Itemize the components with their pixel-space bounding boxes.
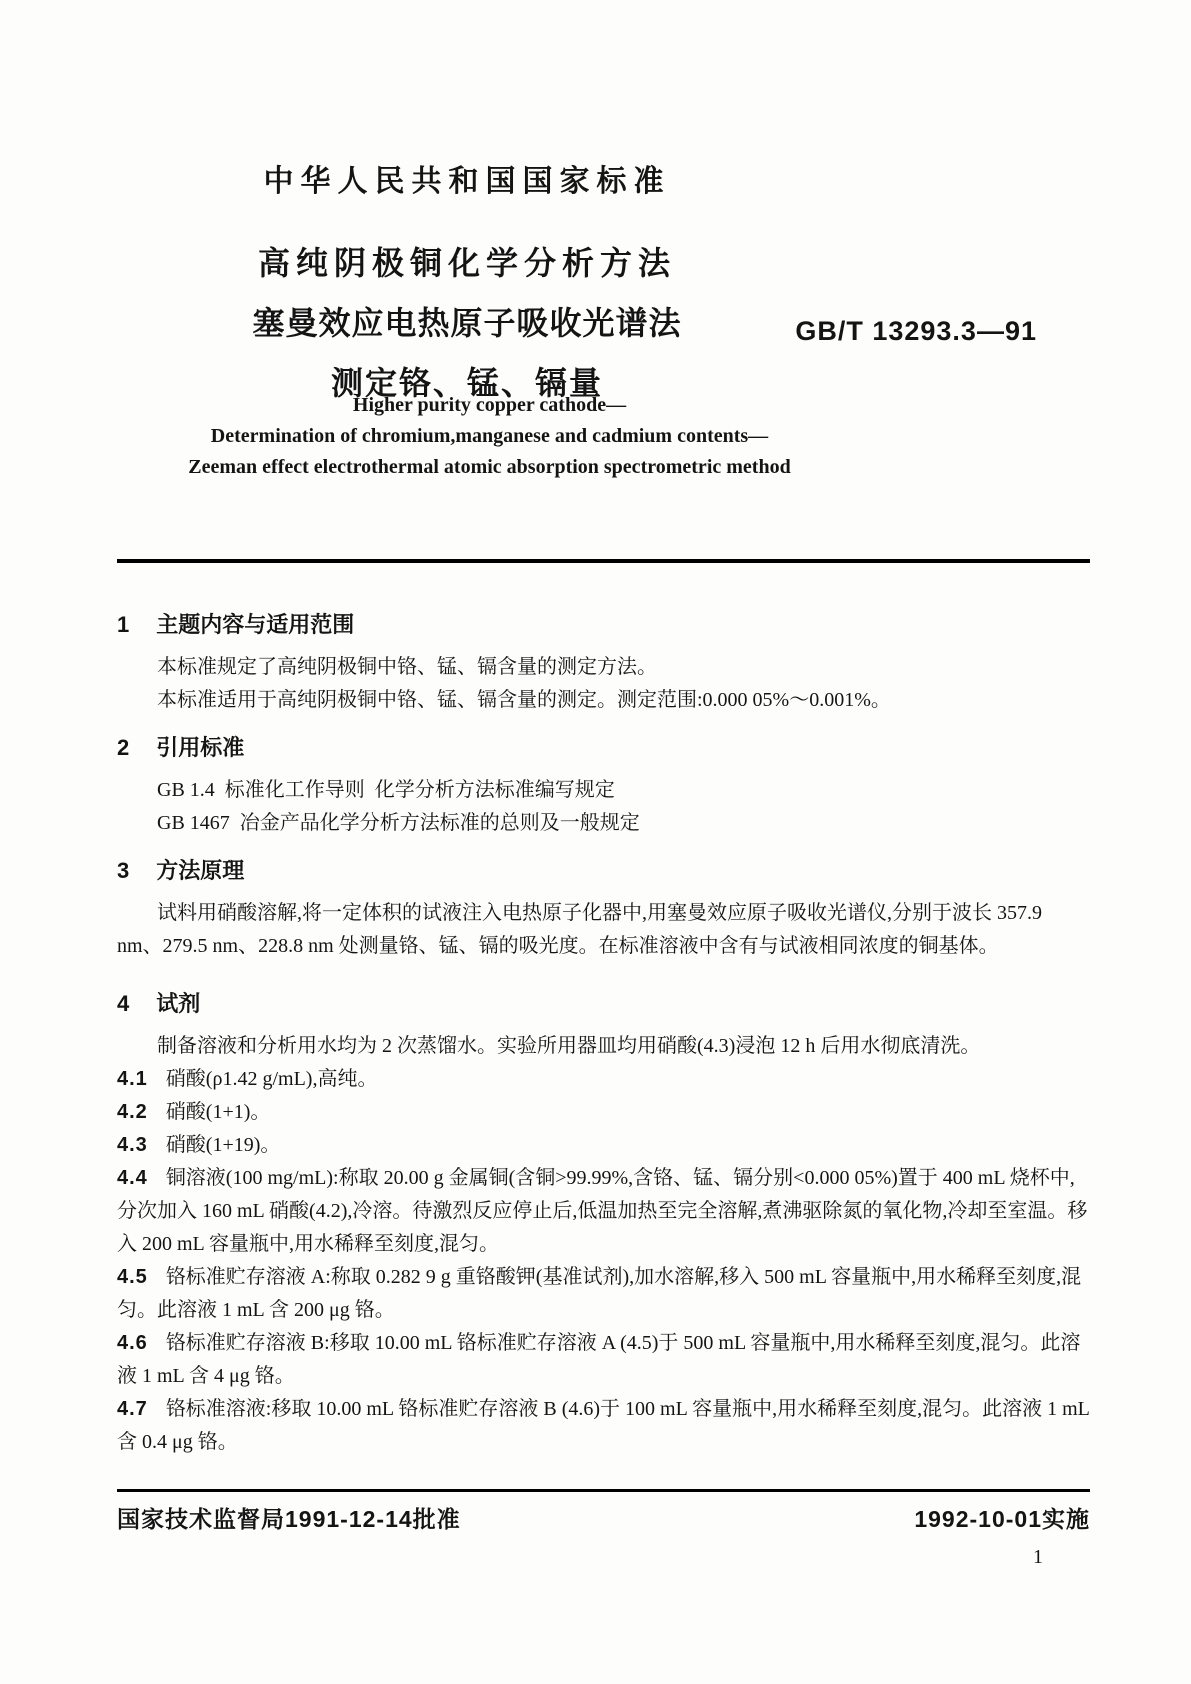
title-line-3: 测定铬、锰、镉量 [330, 365, 603, 401]
section-2-number: 2 [117, 735, 131, 760]
section-3-number: 3 [117, 858, 131, 883]
reagent-item-4-2 [117, 1096, 1090, 1129]
section-1-title: 主题内容与适用范围 [156, 612, 355, 637]
section-1-heading [117, 608, 1090, 639]
reagent-item-4-2-number: 4.2 [117, 1101, 148, 1123]
header-divider [117, 559, 1090, 563]
section-1-number: 1 [117, 612, 131, 637]
reagent-item-4-4 [117, 1162, 1090, 1261]
reagent-item-4-1-number: 4.1 [117, 1068, 148, 1090]
section-4-intro: 制备溶液和分析用水均为 2 次蒸馏水。实验所用器皿均用硝酸(4.3)浸泡 12 h 后用水彻底清洗。 [157, 1035, 981, 1057]
reagent-item-4-2-text: 硝酸(1+1)。 [165, 1101, 271, 1123]
national-standard-label: 中华人民共和国国家标准 [263, 165, 671, 198]
referenced-standard-1: GB 1.4 标准化工作导则 化学分析方法标准编写规定 [157, 779, 615, 801]
reagent-item-4-7-text: 铬标准溶液:移取 10.00 mL 铬标准贮存溶液 B (4.6)于 100 mL 容量瓶中,用水稀释至刻度,混匀。此溶液 1 mL 含 0.4 μg 铬。 [117, 1398, 1095, 1453]
standard-code: GB/T 13293.3—91 [795, 316, 1037, 346]
document-title-cn [117, 238, 817, 404]
reagent-item-4-3-text: 硝酸(1+19)。 [165, 1134, 281, 1156]
section-1-paragraph-2: 本标准适用于高纯阴极铜中铬、锰、镉含量的测定。测定范围:0.000 05%～0.001%。 [157, 689, 891, 711]
reagent-item-4-7 [117, 1393, 1095, 1459]
reagent-item-4-5 [117, 1261, 1090, 1327]
section-1-paragraph-1: 本标准规定了高纯阴极铜中铬、锰、镉含量的测定方法。 [157, 656, 657, 678]
page-number: 1 [1033, 1546, 1043, 1568]
title-line-1: 高纯阴极铜化学分析方法 [257, 245, 676, 281]
english-title-line-2: Determination of chromium,manganese and cadmium contents— [210, 425, 769, 447]
reagent-item-4-1 [117, 1063, 1090, 1096]
english-title-line-1: Higher purity copper cathode— [352, 394, 627, 416]
title-line-2: 塞曼效应电热原子吸收光谱法 [252, 305, 682, 341]
reagent-item-4-5-text: 铬标准贮存溶液 A:称取 0.282 9 g 重铬酸钾(基准试剂),加水溶解,移入 500 mL 容量瓶中,用水稀释至刻度,混匀。此溶液 1 mL 含 200 μg 铬。 [117, 1266, 1082, 1321]
reagent-item-4-6 [117, 1327, 1090, 1393]
english-title-line-3: Zeeman effect electrothermal atomic absorption spectrometric method [188, 456, 791, 478]
section-2-heading [117, 731, 1090, 762]
section-3-paragraph-1: 试料用硝酸溶解,将一定体积的试液注入电热原子化器中,用塞曼效应原子吸收光谱仪,分别于波长 357.9 nm、279.5 nm、228.8 nm 处测量铬、锰、镉的吸光度。在标准溶液中含有与试液相同浓度的铜基体。 [117, 902, 1047, 957]
section-4-title: 试剂 [156, 991, 201, 1016]
section-4-heading [117, 987, 1090, 1018]
section-3-heading [117, 854, 1090, 885]
section-3-title: 方法原理 [156, 858, 245, 883]
approval-note: 国家技术监督局1991-12-14批准 [117, 1506, 461, 1532]
reagent-item-4-5-number: 4.5 [117, 1266, 148, 1288]
referenced-standard-2: GB 1467 冶金产品化学分析方法标准的总则及一般规定 [157, 812, 640, 834]
reagent-item-4-4-number: 4.4 [117, 1167, 148, 1189]
reagent-item-4-6-text: 铬标准贮存溶液 B:移取 10.00 mL 铬标准贮存溶液 A (4.5)于 500 mL 容量瓶中,用水稀释至刻度,混匀。此溶液 1 mL 含 4 μg 铬。 [117, 1332, 1081, 1387]
reagent-item-4-3-number: 4.3 [117, 1134, 148, 1156]
section-2-title: 引用标准 [156, 735, 245, 760]
document-title-en [117, 390, 862, 483]
reagent-item-4-1-text: 硝酸(ρ1.42 g/mL),高纯。 [165, 1068, 378, 1090]
footer [117, 1501, 1090, 1534]
reagent-item-4-6-number: 4.6 [117, 1332, 148, 1354]
document-body [117, 594, 1095, 1459]
section-4-number: 4 [117, 991, 131, 1016]
footer-divider [117, 1489, 1090, 1492]
reagent-item-4-7-number: 4.7 [117, 1398, 148, 1420]
reagent-item-4-4-text: 铜溶液(100 mg/mL):称取 20.00 g 金属铜(含铜>99.99%,含铬、锰、镉分别<0.000 05%)置于 400 mL 烧杯中,分次加入 160 mL 硝酸(4.2),冷溶。待激烈反应停止后,低温加热至完全溶解,煮沸驱除氮的氧化物,冷却至室温。移入 200 mL 容量瓶中,用水稀释至刻度,混匀。 [117, 1167, 1088, 1255]
reagent-item-4-3 [117, 1129, 1090, 1162]
implementation-note: 1992-10-01实施 [914, 1506, 1090, 1532]
